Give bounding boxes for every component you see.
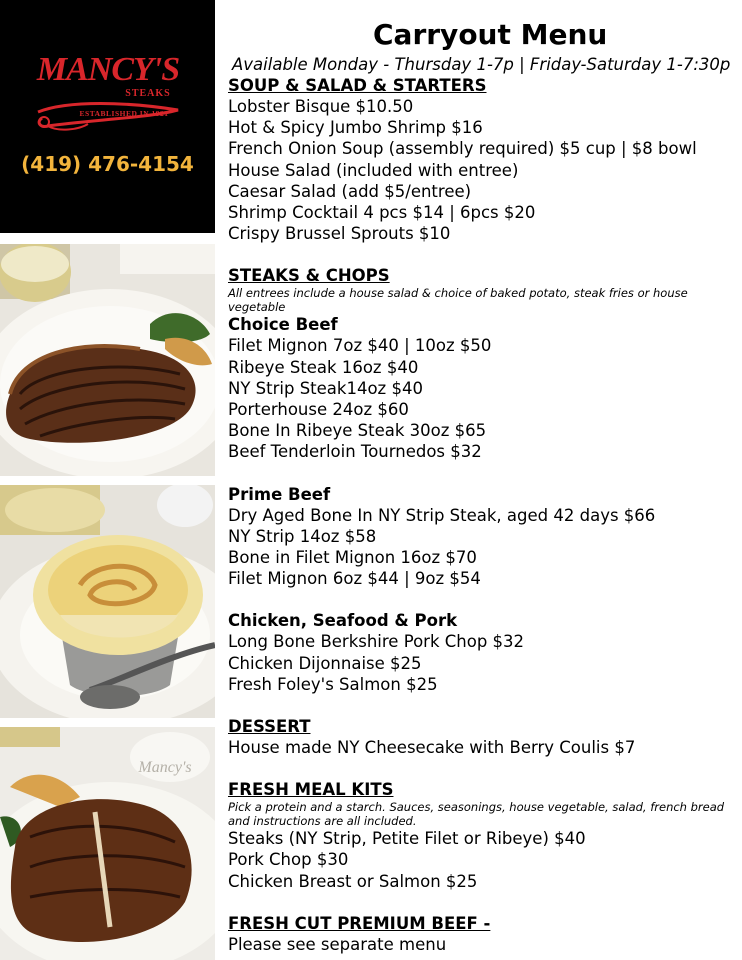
section-dessert (228, 716, 738, 758)
section-steaks (228, 265, 738, 695)
menu-item: NY Strip Steak14oz $40 (228, 378, 423, 398)
menu-item: Shrimp Cocktail 4 pcs $14 | 6pcs $20 (228, 203, 536, 223)
menu-item: Beef Tenderloin Tournedos $32 (228, 442, 482, 462)
menu-item: Caesar Salad (add $5/entree) (228, 181, 472, 201)
section-premium-beef (228, 913, 738, 955)
menu-item: Fresh Foley's Salmon $25 (228, 674, 438, 694)
menu-item: House Salad (included with entree) (228, 160, 519, 180)
menu-item: Chicken Dijonnaise $25 (228, 653, 422, 673)
subsection-chicken-seafood-pork (228, 610, 738, 695)
mancys-logo (28, 40, 188, 140)
menu-item: Filet Mignon 6oz $44 | 9oz $54 (228, 569, 481, 589)
section-starters (228, 75, 738, 244)
subsection-heading: Prime Beef (228, 484, 331, 504)
menu-item: Long Bone Berkshire Pork Chop $32 (228, 632, 525, 652)
logo-block (0, 0, 215, 233)
menu-item: Lobster Bisque $10.50 (228, 97, 414, 116)
subsection-prime-beef (228, 484, 738, 590)
menu-content (228, 75, 738, 960)
section-heading: DESSERT (228, 717, 311, 737)
menu-item: Filet Mignon 7oz $40 | 10oz $50 (228, 336, 492, 356)
section-note: All entrees include a house salad & choice of baked potato, steak fries or house vegetable (228, 286, 688, 315)
page-title: Carryout Menu (373, 18, 608, 51)
porterhouse-photo (0, 727, 215, 960)
section-heading: STEAKS & CHOPS (228, 266, 390, 286)
menu-item: Pork Chop $30 (228, 850, 349, 870)
menu-item: Hot & Spicy Jumbo Shrimp $16 (228, 118, 483, 138)
menu-item: Porterhouse 24oz $60 (228, 400, 409, 420)
subsection-heading: Chicken, Seafood & Pork (228, 611, 458, 631)
svg-text:STEAKS: STEAKS (125, 88, 171, 99)
menu-item: Bone in Filet Mignon 16oz $70 (228, 548, 477, 568)
menu-item: House made NY Cheesecake with Berry Coulis $7 (228, 738, 636, 758)
availability-hours: Available Monday - Thursday 1-7p | Friday-Saturday 1-7:30p (232, 55, 731, 74)
menu-item: Dry Aged Bone In NY Strip Steak, aged 42 days $66 (228, 505, 656, 525)
svg-text:MANCY'S: MANCY'S (36, 51, 180, 88)
section-heading: FRESH MEAL KITS (228, 780, 394, 800)
menu-item: Crispy Brussel Sprouts $10 (228, 224, 451, 244)
menu-item: Bone In Ribeye Steak 30oz $65 (228, 421, 487, 441)
left-column (0, 0, 215, 960)
menu-item: NY Strip 14oz $58 (228, 526, 377, 546)
phone-number: (419) 476-4154 (21, 152, 194, 176)
section-meal-kits (228, 779, 738, 892)
svg-text:Mancy's: Mancy's (138, 759, 192, 776)
subsection-choice-beef (228, 314, 738, 462)
menu-item: French Onion Soup (assembly required) $5 cup | $8 bowl (228, 139, 697, 159)
menu-item: Ribeye Steak 16oz $40 (228, 357, 419, 377)
menu-item: Please see separate menu (228, 934, 447, 954)
section-heading: SOUP & SALAD & STARTERS (228, 76, 487, 95)
menu-item: Chicken Breast or Salmon $25 (228, 871, 478, 891)
svg-text:ESTABLISHED IN 1921: ESTABLISHED IN 1921 (79, 109, 169, 118)
soup-photo (0, 485, 215, 718)
section-heading: FRESH CUT PREMIUM BEEF - (228, 913, 491, 933)
menu-item: Steaks (NY Strip, Petite Filet or Ribeye) $40 (228, 829, 586, 849)
section-note: Pick a protein and a starch. Sauces, seasonings, house vegetable, salad, french bread and instructions are all included. (228, 800, 725, 829)
steak-photo (0, 244, 215, 476)
subsection-heading: Choice Beef (228, 315, 338, 335)
